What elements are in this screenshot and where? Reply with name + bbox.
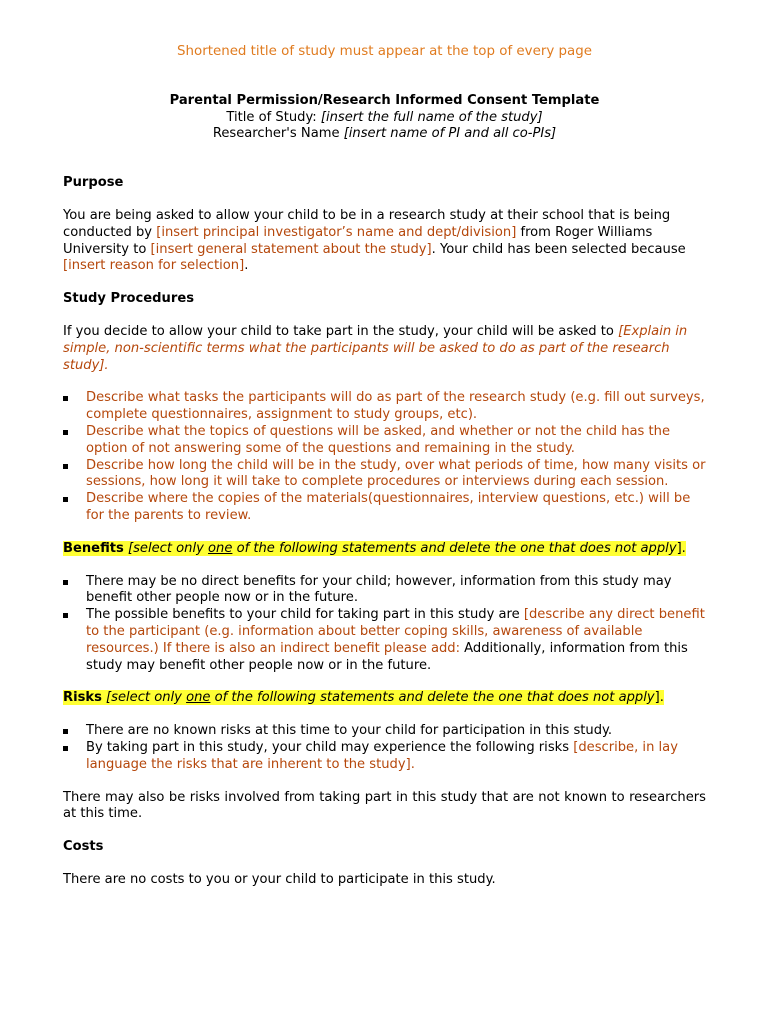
researcher-line <box>63 126 706 143</box>
risk-bullet-text: By taking part in this study, your child may experience the following risks <box>86 739 574 755</box>
bullet-icon <box>63 430 68 435</box>
header-note: Shortened title of study must appear at the top of every page <box>177 44 592 59</box>
list-item <box>63 458 706 492</box>
risks-instruction-pre: [select only <box>101 690 187 706</box>
bullet-icon <box>63 613 68 618</box>
costs-paragraph: There are no costs to you or your child to participate in this study. <box>63 871 496 887</box>
benefits-list <box>63 574 706 675</box>
risks-heading: Risks <box>63 690 102 706</box>
benefit-bullet-text: The possible benefits to your child for taking part in this study are <box>86 607 524 623</box>
risks-instruction-end: ]. <box>654 690 664 706</box>
risks-instruction-underline: one <box>186 690 211 706</box>
procedure-bullet-text: Describe how long the child will be in the study, over what periods of time, how many visits or sessions, how long it will take to complete procedures or interviews during each session. <box>86 457 706 490</box>
researcher-placeholder: [insert name of PI and all co-PIs] <box>343 126 557 142</box>
bullet-icon <box>63 464 68 469</box>
bullet-icon <box>63 497 68 502</box>
procedures-intro-placeholder: [Explain in simple, non-scientific terms what the participants will be asked to do as part of the research study]. <box>63 323 688 373</box>
study-title-line <box>63 110 706 127</box>
purpose-text-2: from Roger Williams University to <box>63 224 653 257</box>
benefits-highlight <box>63 541 686 556</box>
document-title: Parental Permission/Research Informed Consent Template <box>169 92 600 108</box>
procedures-list <box>63 390 706 524</box>
bullet-icon <box>63 396 68 401</box>
risk-bullet-text: There are no known risks at this time to your child for participation in this study. <box>86 723 613 739</box>
costs-heading: Costs <box>63 839 104 855</box>
purpose-placeholder-1: [insert principal investigator’s name and dept/division] <box>156 224 517 240</box>
risks-paragraph: There may also be risks involved from taking part in this study that are not known to researchers at this time. <box>63 789 706 822</box>
purpose-text-3: . Your child has been selected because <box>431 241 686 257</box>
purpose-heading: Purpose <box>63 175 124 191</box>
benefits-instruction-underline: one <box>208 540 233 556</box>
list-item <box>63 390 706 424</box>
procedures-intro <box>63 324 706 374</box>
list-item <box>63 740 706 774</box>
bullet-icon <box>63 729 68 734</box>
list-item <box>63 723 706 740</box>
list-item <box>63 424 706 458</box>
list-item <box>63 491 706 525</box>
bullet-icon <box>63 746 68 751</box>
procedures-heading: Study Procedures <box>63 291 194 307</box>
purpose-text-4: . <box>244 258 249 274</box>
risks-instruction-post: of the following statements and delete the one that does not apply <box>210 690 655 706</box>
benefits-instruction-post: of the following statements and delete the one that does not apply <box>232 540 677 556</box>
procedures-intro-text: If you decide to allow your child to take part in the study, your child will be asked to <box>63 323 619 339</box>
risks-heading-line <box>63 690 706 707</box>
benefits-instruction-end: ]. <box>676 540 686 556</box>
purpose-text-1: You are being asked to allow your child to be in a research study at their school that is being conducted by <box>63 207 671 240</box>
risks-list <box>63 723 706 773</box>
benefit-bullet-tail: Additionally, information from this study may benefit other people now or in the future. <box>86 640 688 673</box>
benefit-bullet-placeholder: [describe any direct benefit to the participant (e.g. information about better coping skills, awareness of available resources.) If there is also an indirect benefit please add: <box>86 607 705 656</box>
benefits-heading: Benefits <box>63 540 124 556</box>
list-item <box>63 607 706 674</box>
purpose-paragraph <box>63 208 706 275</box>
study-title-placeholder: [insert the full name of the study] <box>320 109 543 125</box>
title-block <box>63 93 706 143</box>
list-item <box>63 574 706 608</box>
benefit-bullet-text: There may be no direct benefits for your child; however, information from this study may benefit other people now or in the future. <box>86 573 672 606</box>
purpose-placeholder-3: [insert reason for selection] <box>63 258 245 274</box>
procedure-bullet-text: Describe where the copies of the materials(questionnaires, interview questions, etc.) will be for the parents to review. <box>86 491 691 523</box>
study-title-label: Title of Study: <box>226 109 321 125</box>
risk-bullet-placeholder: [describe, in lay language the risks that are inherent to the study]. <box>86 739 678 772</box>
procedure-bullet-text: Describe what tasks the participants will do as part of the research study (e.g. fill out surveys, complete questionnaires, assignment to study groups, etc). <box>86 390 705 423</box>
benefits-instruction-pre: [select only <box>123 540 209 556</box>
procedure-bullet-text: Describe what the topics of questions will be asked, and whether or not the child has the option of not answering some of the questions and remaining in the study. <box>86 423 671 456</box>
benefits-heading-line <box>63 541 706 558</box>
bullet-icon <box>63 580 68 585</box>
researcher-label: Researcher's Name <box>212 126 344 142</box>
purpose-placeholder-2: [insert general statement about the study] <box>150 241 432 257</box>
risks-highlight <box>63 690 664 705</box>
